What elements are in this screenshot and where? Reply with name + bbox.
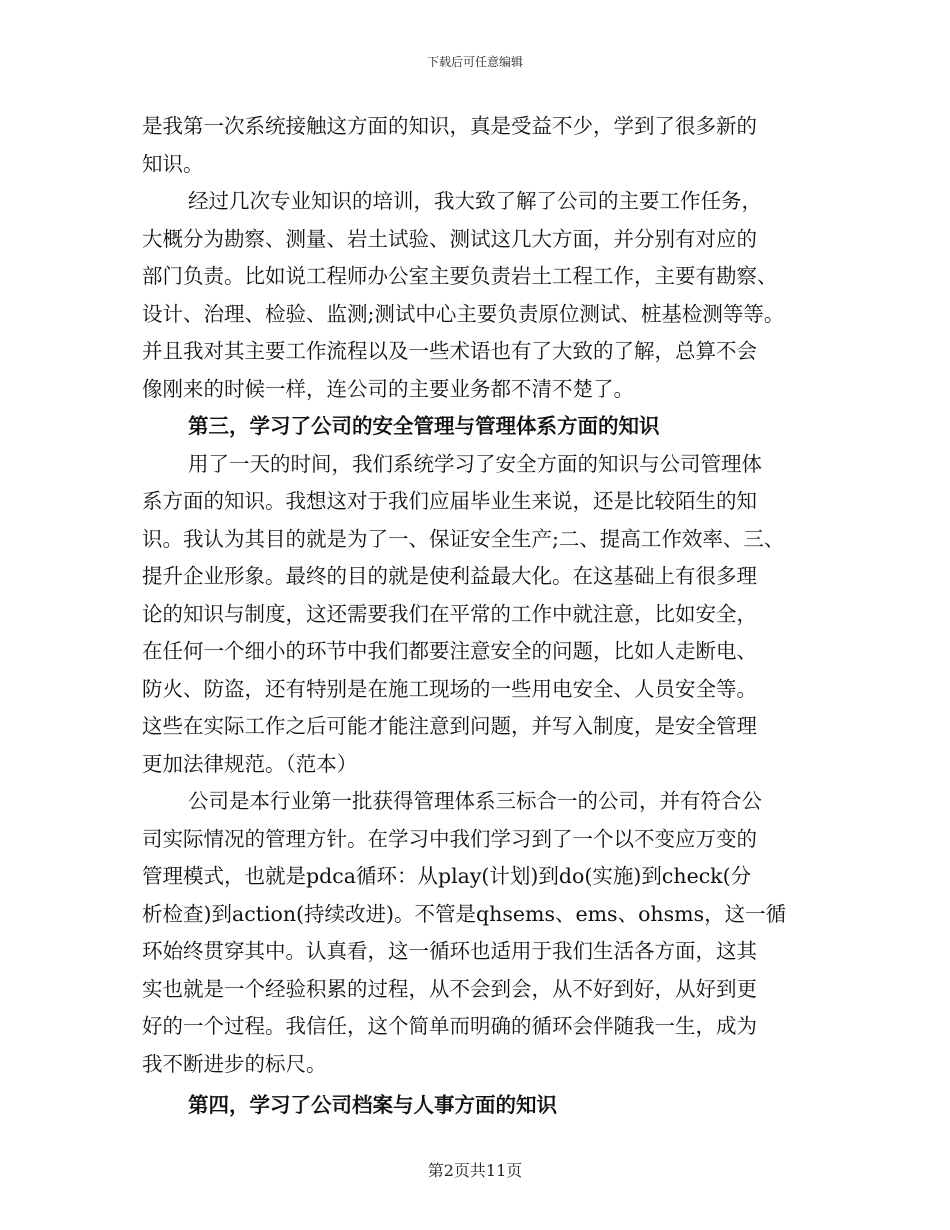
text-line: 在任何一个细小的环节中我们都要注意安全的问题，比如人走断电、 <box>142 639 757 663</box>
text-line: 像刚来的时候一样，连公司的主要业务都不清不楚了。 <box>142 376 634 401</box>
text-line: 司实际情况的管理方针。在学习中我们学习到了一个以不变应万变的 <box>142 826 757 851</box>
text-line: 部门负责。比如说工程师办公室主要负责岩土工程工作，主要有勘察、 <box>142 264 778 288</box>
text-line: 管理模式，也就是pdca循环：从play(计划)到do(实施)到check(分 <box>142 864 752 888</box>
text-line: 这些在实际工作之后可能才能注意到问题，并写入制度，是安全管理 <box>142 714 757 738</box>
text-line: 系方面的知识。我想这对于我们应届毕业生来说，还是比较陌生的知 <box>142 489 757 513</box>
text-line: 论的知识与制度，这还需要我们在平常的工作中就注意，比如安全， <box>142 601 757 626</box>
text-line: 是我第一次系统接触这方面的知识，真是受益不少，学到了很多新的 <box>142 114 757 138</box>
paragraph-start: 用了一天的时间，我们系统学习了安全方面的知识与公司管理体 <box>188 451 762 476</box>
text-line: 提升企业形象。最终的目的就是使利益最大化。在这基础上有很多理 <box>142 564 757 588</box>
text-line: 实也就是一个经验积累的过程，从不会到会，从不好到好，从好到更 <box>142 976 757 1001</box>
text-line: 大概分为勘察、测量、岩土试验、测试这几大方面，并分别有对应的 <box>142 226 757 251</box>
text-line: 设计、治理、检验、监测;测试中心主要负责原位测试、桩基检测等等。 <box>142 301 785 326</box>
text-line: 好的一个过程。我信任，这个简单而明确的循环会伴随我一生，成为 <box>142 1014 757 1038</box>
page-header: 下载后可任意编辑 <box>426 55 523 69</box>
paragraph-start: 公司是本行业第一批获得管理体系三标合一的公司，并有符合公 <box>188 789 762 813</box>
text-line: 知识。 <box>142 151 204 176</box>
text-line: 环始终贯穿其中。认真看，这一循环也适用于我们生活各方面，这其 <box>142 939 757 963</box>
text-line: 析检查)到action(持续改进)。不管是qhsems、ems、ohsms，这一循 <box>142 901 787 926</box>
page-footer: 第2页共11页 <box>427 1161 523 1180</box>
text-line: 并且我对其主要工作流程以及一些术语也有了大致的了解，总算不会 <box>142 339 757 363</box>
text-line: 更加法律规范。（范本） <box>142 751 358 776</box>
text-line: 防火、防盗，还有特别是在施工现场的一些用电安全、人员安全等。 <box>142 676 757 701</box>
text-line: 识。我认为其目的就是为了一、保证安全生产;二、提高工作效率、三、 <box>142 526 785 551</box>
text-line: 我不断进步的标尺。 <box>142 1051 327 1076</box>
section-heading: 第四，学习了公司档案与人事方面的知识 <box>188 1093 557 1117</box>
body-text <box>142 108 832 1125</box>
paragraph-start: 经过几次专业知识的培训，我大致了解了公司的主要工作任务， <box>188 189 762 213</box>
section-heading: 第三，学习了公司的安全管理与管理体系方面的知识 <box>188 414 660 438</box>
